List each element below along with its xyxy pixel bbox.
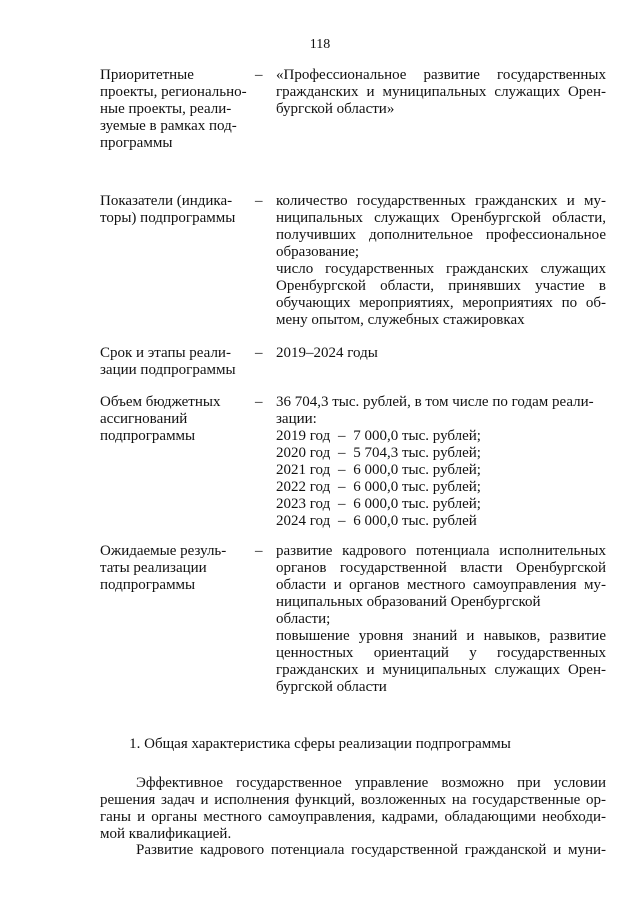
budget-dash: – bbox=[334, 479, 350, 495]
row-label-line: ассигнований bbox=[100, 411, 188, 427]
row-value-line: развитие кадрового потенциала исполнительных bbox=[276, 543, 606, 559]
row-value-line: образование; bbox=[276, 244, 360, 260]
body-paragraph bbox=[100, 775, 606, 843]
row-value-line: число государственных гражданских служащих bbox=[276, 261, 606, 277]
row-label bbox=[100, 394, 250, 445]
row-label-line: Приоритетные bbox=[100, 67, 194, 83]
budget-year-item bbox=[276, 462, 606, 479]
row-value-line: области; bbox=[276, 611, 331, 627]
row-dash: – bbox=[255, 394, 263, 410]
row-label bbox=[100, 345, 250, 379]
budget-amount: 7 000,0 тыс. рублей; bbox=[353, 428, 481, 444]
budget-year-item bbox=[276, 513, 606, 530]
row-label bbox=[100, 543, 250, 594]
budget-amount: 5 704,3 тыс. рублей; bbox=[353, 445, 481, 461]
row-value bbox=[276, 394, 606, 530]
budget-year-item bbox=[276, 445, 606, 462]
row-value-line: зации: bbox=[276, 411, 317, 427]
row-value-line: бургской области bbox=[276, 679, 387, 695]
row-label-line: Ожидаемые резуль- bbox=[100, 543, 227, 559]
row-value-line: ценностных ориентаций у государственных bbox=[276, 645, 606, 661]
row-label-line: торы) подпрограммы bbox=[100, 210, 236, 226]
body-line: решения задач и исполнения функций, возложенных на государственные ор- bbox=[100, 792, 606, 808]
row-value-line: повышение уровня знаний и навыков, развитие bbox=[276, 628, 606, 644]
budget-dash: – bbox=[334, 513, 350, 529]
budget-amount: 6 000,0 тыс. рублей; bbox=[353, 479, 481, 495]
row-label-line: зации подпрограммы bbox=[100, 362, 236, 378]
budget-year-item bbox=[276, 428, 606, 445]
row-value-line: 36 704,3 тыс. рублей, в том числе по годам реали- bbox=[276, 394, 594, 410]
row-value-line: 2019–2024 годы bbox=[276, 345, 378, 361]
row-label-line: ные проекты, реали- bbox=[100, 101, 232, 117]
budget-amount: 6 000,0 тыс. рублей; bbox=[353, 462, 481, 478]
row-value-line: области и органов местного самоуправления му- bbox=[276, 577, 606, 593]
row-label-line: проекты, регионально- bbox=[100, 84, 247, 100]
row-value bbox=[276, 67, 606, 118]
row-label-line: зуемые в рамках под- bbox=[100, 118, 237, 134]
budget-year-item bbox=[276, 479, 606, 496]
budget-year-item bbox=[276, 496, 606, 513]
row-value-line: гражданских и муниципальных служащих Орен- bbox=[276, 662, 606, 678]
row-label-line: подпрограммы bbox=[100, 577, 196, 593]
row-value-line: Оренбургской области, принявших участие в bbox=[276, 278, 606, 294]
budget-year: 2019 год bbox=[276, 428, 331, 444]
row-value-line: ниципальных образований Оренбургской bbox=[276, 594, 541, 610]
row-label-line: Объем бюджетных bbox=[100, 394, 221, 410]
budget-year: 2023 год bbox=[276, 496, 331, 512]
budget-dash: – bbox=[334, 445, 350, 461]
row-value-line: количество государственных гражданских и му- bbox=[276, 193, 606, 209]
budget-amount: 6 000,0 тыс. рублей; bbox=[353, 496, 481, 512]
budget-amount: 6 000,0 тыс. рублей bbox=[353, 513, 477, 529]
budget-dash: – bbox=[334, 496, 350, 512]
row-value bbox=[276, 193, 606, 329]
row-label-line: подпрограммы bbox=[100, 428, 196, 444]
row-value-line: мену опытом, служебных стажировках bbox=[276, 312, 525, 328]
budget-dash: – bbox=[334, 428, 350, 444]
row-value-line: обучающих мероприятиях, мероприятиях по об- bbox=[276, 295, 606, 311]
row-value bbox=[276, 345, 606, 362]
row-value-line: «Профессиональное развитие государственных bbox=[276, 67, 606, 83]
body-line: ганы и органы местного самоуправления, кадрами, обладающими необходи- bbox=[100, 809, 606, 825]
row-value bbox=[276, 543, 606, 696]
budget-year: 2022 год bbox=[276, 479, 331, 495]
row-label-line: таты реализации bbox=[100, 560, 207, 576]
row-label-line: Срок и этапы реали- bbox=[100, 345, 231, 361]
row-label bbox=[100, 67, 250, 152]
budget-dash: – bbox=[334, 462, 350, 478]
row-value-line: получивших дополнительное профессиональное bbox=[276, 227, 606, 243]
row-value-line: бургской области» bbox=[276, 101, 395, 117]
row-label bbox=[100, 193, 250, 227]
page-number: 118 bbox=[309, 37, 331, 52]
budget-year: 2020 год bbox=[276, 445, 331, 461]
row-value-line: органов государственной власти Оренбургской bbox=[276, 560, 606, 576]
budget-year: 2024 год bbox=[276, 513, 331, 529]
budget-year: 2021 год bbox=[276, 462, 331, 478]
budget-by-year-list bbox=[276, 428, 606, 530]
row-dash: – bbox=[255, 543, 263, 559]
row-label-line: программы bbox=[100, 135, 173, 151]
row-dash: – bbox=[255, 67, 263, 83]
row-value-line: гражданских и муниципальных служащих Орен- bbox=[276, 84, 606, 100]
body-paragraph bbox=[100, 842, 606, 859]
section-title: 1. Общая характеристика сферы реализации подпрограммы bbox=[129, 736, 511, 752]
body-line: мой квалификацией. bbox=[100, 826, 232, 842]
row-label-line: Показатели (индика- bbox=[100, 193, 233, 209]
body-line: Развитие кадрового потенциала государственной гражданской и муни- bbox=[136, 842, 606, 858]
row-dash: – bbox=[255, 193, 263, 209]
row-dash: – bbox=[255, 345, 263, 361]
body-line: Эффективное государственное управление возможно при условии bbox=[136, 775, 606, 791]
row-value-line: ниципальных служащих Оренбургской области, bbox=[276, 210, 606, 226]
